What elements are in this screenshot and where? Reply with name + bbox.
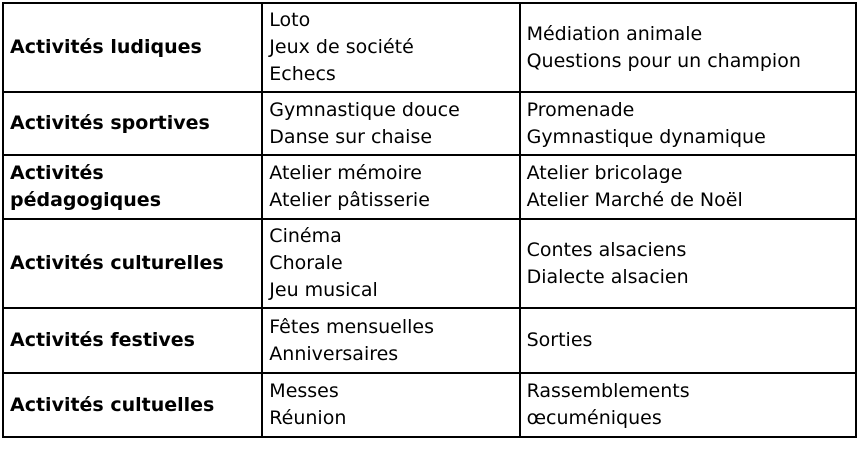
- activity-item: Rassemblements: [526, 380, 690, 402]
- activities-cell: [262, 308, 519, 373]
- category-cell: [3, 155, 262, 219]
- table-row: [3, 92, 856, 155]
- category-cell: [3, 219, 262, 308]
- activity-item: Danse sur chaise: [269, 125, 433, 148]
- activity-item: Gymnastique douce: [269, 98, 460, 121]
- activities-cell: [520, 219, 856, 308]
- category-label: Activités ludiques: [10, 36, 202, 58]
- table-row: [3, 373, 856, 437]
- category-label: Activités festives: [10, 329, 195, 351]
- activity-item: Atelier pâtisserie: [269, 189, 430, 211]
- activity-item: Cinéma: [269, 225, 342, 247]
- category-label: Activités sportives: [10, 112, 210, 134]
- activity-item: Atelier Marché de Noël: [526, 189, 743, 211]
- category-label: Activités culturelles: [10, 252, 224, 274]
- activity-item: Loto: [269, 9, 311, 31]
- activity-item: Echecs: [269, 63, 336, 85]
- activities-cell: [262, 92, 519, 155]
- activity-item: Fêtes mensuelles: [269, 315, 434, 338]
- activity-item: Dialecte alsacien: [526, 265, 689, 288]
- activity-item: Messes: [269, 380, 339, 402]
- activity-item: Gymnastique dynamique: [526, 125, 766, 148]
- activities-cell: [520, 155, 856, 219]
- category-cell: [3, 308, 262, 373]
- activities-cell: [520, 308, 856, 373]
- activities-cell: [262, 155, 519, 219]
- activity-item: Atelier bricolage: [526, 162, 683, 184]
- activities-cell: [262, 3, 519, 92]
- activity-item: Chorale: [269, 252, 343, 274]
- category-cell: [3, 373, 262, 437]
- category-cell: [3, 92, 262, 155]
- table-row: [3, 308, 856, 373]
- activity-item: Atelier mémoire: [269, 162, 422, 184]
- activity-item: Réunion: [269, 407, 347, 429]
- activities-cell: [520, 92, 856, 155]
- activity-item: œcuméniques: [526, 407, 662, 429]
- table-row: [3, 219, 856, 308]
- category-cell: [3, 3, 262, 92]
- activities-cell: [520, 3, 856, 92]
- table-row: [3, 155, 856, 219]
- activity-item: Médiation animale: [526, 22, 703, 45]
- activity-item: Jeu musical: [269, 279, 378, 301]
- activities-cell: [520, 373, 856, 437]
- activities-cell: [262, 373, 519, 437]
- activities-cell: [262, 219, 519, 308]
- activity-item: Anniversaires: [269, 342, 399, 365]
- table-row: [3, 3, 856, 92]
- activity-item: Questions pour un champion: [526, 49, 801, 72]
- activity-item: Contes alsaciens: [526, 238, 687, 261]
- activity-item: Jeux de société: [269, 36, 414, 58]
- category-label: Activités cultuelles: [10, 393, 215, 416]
- activity-item: Promenade: [526, 98, 635, 121]
- activities-table: [2, 2, 857, 438]
- category-label: Activités pédagogiques: [10, 162, 161, 211]
- activity-item: Sorties: [526, 329, 593, 351]
